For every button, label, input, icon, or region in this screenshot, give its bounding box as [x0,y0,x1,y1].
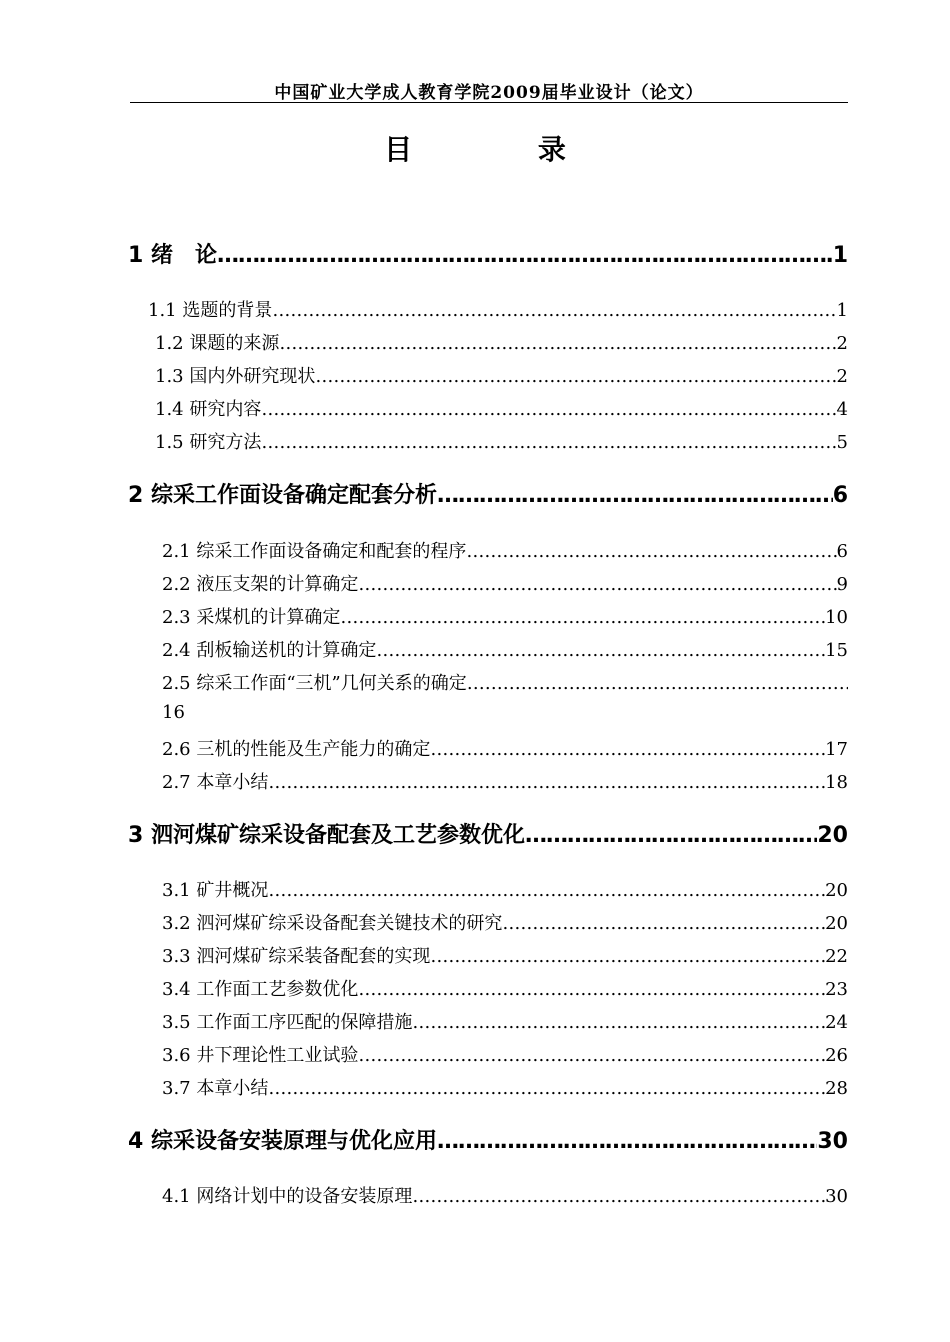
toc-section-label: 3.6 井下理论性工业试验 [162,1045,359,1066]
toc-chapter-label: 3 泗河煤矿综采设备配套及工艺参数优化 [128,823,525,848]
toc-page-number: 1 [836,300,848,321]
toc-leader [261,399,836,420]
toc-leader [272,300,836,321]
toc-section-2-3[interactable] [162,603,848,629]
toc-page-number: 20 [817,823,848,848]
toc-leader [358,1045,825,1066]
toc-section-label: 1.3 国内外研究现状 [155,366,316,387]
toc-section-3-2[interactable] [162,909,848,935]
toc-section-label: 1.5 研究方法 [155,432,262,453]
toc-leader [340,607,825,628]
toc-leader [412,1186,825,1207]
toc-leader [437,1129,817,1154]
toc-leader [279,333,836,354]
toc-section-2-6[interactable] [162,735,848,761]
toc-chapter-4[interactable] [128,1124,848,1154]
toc-page-number: 30 [817,1129,848,1154]
toc-section-label: 2.7 本章小结 [162,772,269,793]
toc-section-label: 1.1 选题的背景 [148,300,273,321]
toc-section-label: 4.1 网络计划中的设备安装原理 [162,1186,413,1207]
toc-page-number: 6 [836,541,848,562]
toc-page-number: 4 [836,399,848,420]
toc-section-label: 2.2 液压支架的计算确定 [162,574,359,595]
toc-section-1-1[interactable] [148,296,848,322]
toc-page-number: 9 [836,574,848,595]
toc-section-label: 2.5 综采工作面“三机”几何关系的确定 [162,673,467,694]
toc-chapter-2[interactable] [128,478,848,508]
toc-section-label: 3.5 工作面工序匹配的保障措施 [162,1012,413,1033]
toc-chapter-1[interactable] [128,238,848,268]
header-rule [130,102,848,103]
toc-section-label: 1.4 研究内容 [155,399,262,420]
toc-section-1-2[interactable] [155,329,848,355]
toc-page-number: 2 [836,366,848,387]
toc-section-label: 3.3 泗河煤矿综采装备配套的实现 [162,946,431,967]
toc-page-number: 26 [825,1045,848,1066]
toc-section-3-1[interactable] [162,876,848,902]
toc-title: 目 录 [384,133,624,166]
toc-section-1-4[interactable] [155,395,848,421]
toc-page-number: 17 [825,739,848,760]
toc-page-number: 5 [836,432,848,453]
toc-section-label: 2.1 综采工作面设备确定和配套的程序 [162,541,467,562]
toc-section-1-3[interactable] [155,362,848,388]
toc-section-3-6[interactable] [162,1041,848,1067]
toc-section-2-5[interactable] [162,669,848,695]
toc-page-number: 24 [825,1012,848,1033]
toc-leader [467,673,848,694]
toc-page-number: 2 [836,333,848,354]
toc-leader [268,880,825,901]
toc-chapter-label: 1 绪 论 [128,243,217,268]
toc-section-2-7[interactable] [162,768,848,794]
toc-leader [268,1078,825,1099]
toc-page-number: 18 [825,772,848,793]
toc-leader [315,366,836,387]
toc-page-number: 10 [825,607,848,628]
toc-section-label: 2.6 三机的性能及生产能力的确定 [162,739,431,760]
toc-page-number: 28 [825,1078,848,1099]
toc-page-number: 23 [825,979,848,1000]
toc-section-label: 3.2 泗河煤矿综采设备配套关键技术的研究 [162,913,503,934]
toc-leader [466,541,836,562]
toc-leader [430,946,825,967]
toc-leader [217,243,833,268]
toc-leader [376,640,825,661]
toc-section-label: 2.3 采煤机的计算确定 [162,607,341,628]
toc-section-3-7[interactable] [162,1074,848,1100]
toc-page-number: 30 [825,1186,848,1207]
toc-section-3-3[interactable] [162,942,848,968]
toc-leader [430,739,825,760]
toc-section-label: 3.4 工作面工艺参数优化 [162,979,359,1000]
toc-section-2-4[interactable] [162,636,848,662]
toc-section-label: 3.7 本章小结 [162,1078,269,1099]
toc-page-number: 6 [832,483,848,508]
toc-section-label: 3.1 矿井概况 [162,880,269,901]
toc-page-number: 22 [825,946,848,967]
toc-leader [412,1012,825,1033]
toc-section-2-1[interactable] [162,537,848,563]
toc-leader [358,574,836,595]
toc-section-3-4[interactable] [162,975,848,1001]
toc-page-number: 1 [832,243,848,268]
toc-leader [437,483,833,508]
toc-section-2-2[interactable] [162,570,848,596]
toc-leader [502,913,825,934]
toc-page-number: 20 [825,880,848,901]
toc-chapter-label: 4 综采设备安装原理与优化应用 [128,1129,437,1154]
toc-page-number: 20 [825,913,848,934]
toc-section-3-5[interactable] [162,1008,848,1034]
toc-section-1-5[interactable] [155,428,848,454]
toc-chapter-3[interactable] [128,818,848,848]
toc-page-number: 16 [162,702,185,723]
toc-chapter-label: 2 综采工作面设备确定配套分析 [128,483,437,508]
toc-leader [358,979,825,1000]
toc-page-number: 15 [825,640,848,661]
toc-section-4-1[interactable] [162,1182,848,1208]
toc-section-label: 2.4 刮板输送机的计算确定 [162,640,377,661]
toc-leader [261,432,836,453]
toc-leader [525,823,817,848]
toc-section-label: 1.2 课题的来源 [155,333,280,354]
toc-leader [268,772,825,793]
running-header: 中国矿业大学成人教育学院2009届毕业设计（论文） [274,83,704,103]
